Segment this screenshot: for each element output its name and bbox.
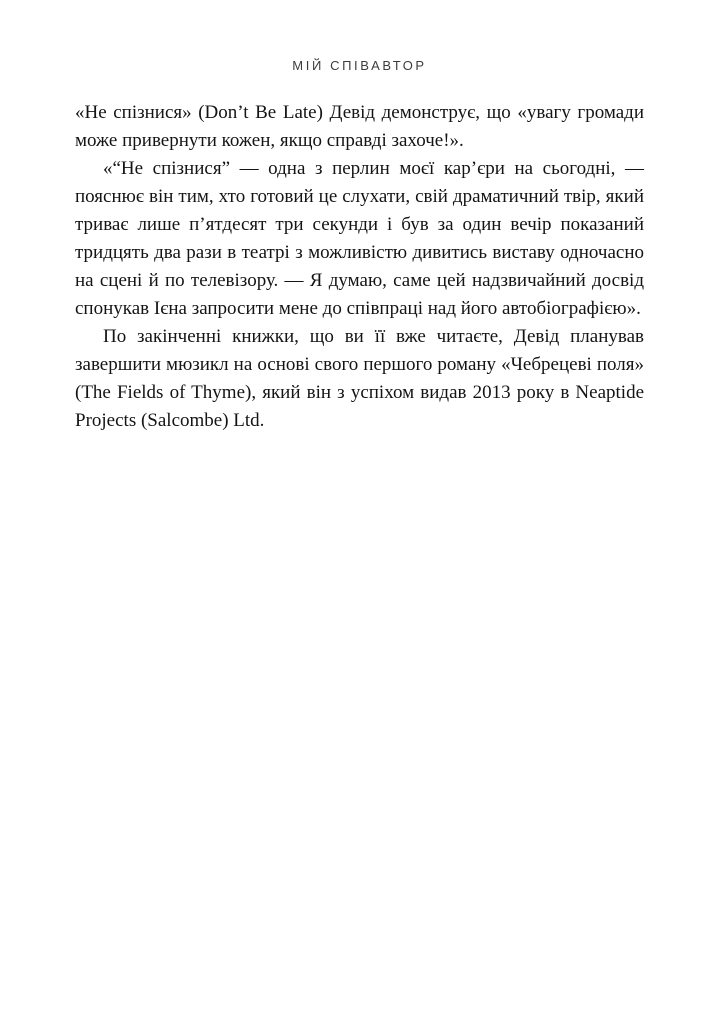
paragraph: «“Не спізнися” — одна з перлин моєї кар’єри на сьогодні, — пояснює він тим, хто готовий це слухати, свій драматичний твір, який триває лише п’ятдесят три секунди і був за один вечір показаний тридцять два рази в театрі з можливістю дивитись виставу одночасно на сцені й по телевізору. — Я думаю, саме цей надзвичайний досвід спонукав Ієна запросити мене до співпраці над його автобіографією». <box>75 158 644 319</box>
running-head: МІЙ СПІВАВТОР <box>292 58 427 73</box>
paragraph: По закінченні книжки, що ви її вже читаєте, Девід планував завершити мюзикл на основі свого першого роману «Чебрецеві поля» (The Fields of Thyme), який він з успіхом видав 2013 року в Neaptide Projects (Salcombe) Ltd. <box>75 326 644 431</box>
paragraph: «Не спізнися» (Don’t Be Late) Девід демонструє, що «увагу громади може привернути кожен, якщо справді захоче!». <box>75 102 644 151</box>
body-text <box>75 99 644 435</box>
